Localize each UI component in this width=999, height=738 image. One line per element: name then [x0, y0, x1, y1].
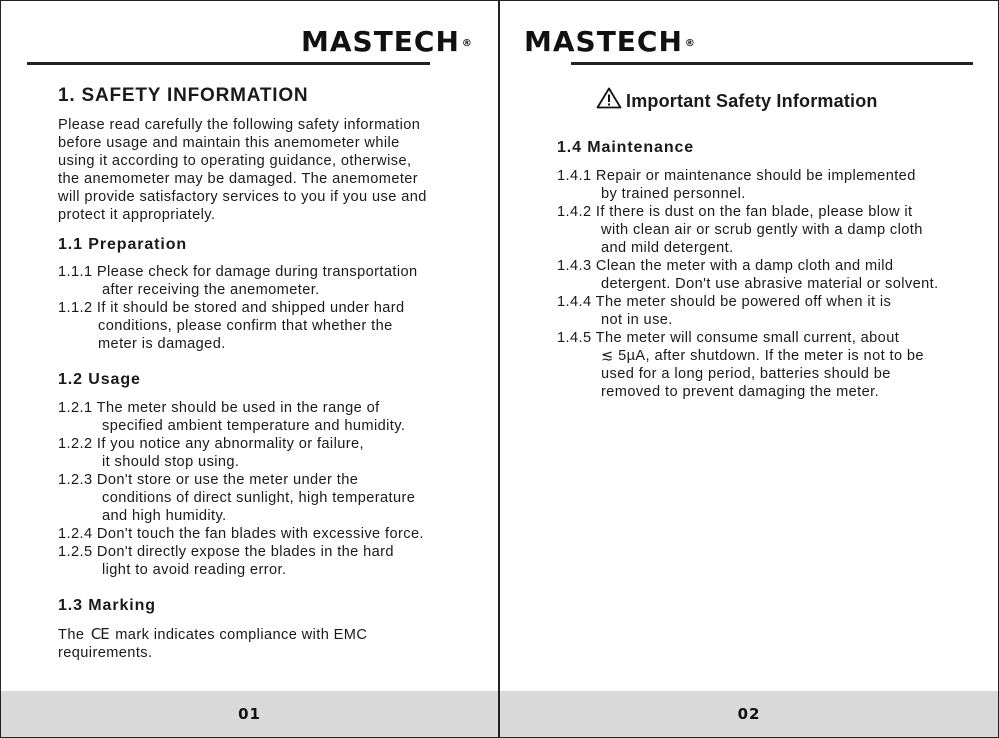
list-item: 1.2.3 Don't store or use the meter under the conditions of direct sunlight, high temperature and high humidity.	[58, 472, 416, 524]
page-footer	[500, 691, 998, 737]
maintenance-list	[557, 167, 997, 401]
intro-paragraph: Please read carefully the following safety information before usage and maintain this anemometer while using it according to operating guidance, otherwise, the anemometer may be damaged. The anemometer will provide satisfactory services to you if you use and protect it appropriately.	[58, 117, 427, 223]
header-rule	[571, 62, 973, 65]
ce-mark-icon: CE	[90, 625, 109, 643]
left-content	[58, 85, 488, 662]
maintenance-heading: 1.4 Maintenance	[557, 139, 695, 156]
preparation-heading: 1.1 Preparation	[58, 236, 188, 253]
list-item: 1.2.5 Don't directly expose the blades in the hard light to avoid reading error.	[58, 544, 394, 578]
section-title: 1. SAFETY INFORMATION	[58, 85, 309, 106]
marking-paragraph: The CE mark indicates compliance with EMC requirements.	[58, 625, 368, 661]
list-item: 1.4.2 If there is dust on the fan blade, please blow it with clean air or scrub gently with a damp cloth and mild detergent.	[557, 204, 923, 256]
page-number: 01	[238, 705, 261, 723]
brand-logo: MASTECH ®	[524, 25, 695, 58]
brand-logo: MASTECH ®	[301, 25, 472, 58]
important-title: Important Safety Information	[596, 87, 878, 112]
list-item: 1.4.4 The meter should be powered off when it is not in use.	[557, 294, 892, 328]
left-page	[0, 0, 499, 738]
list-item: 1.2.4 Don't touch the fan blades with excessive force.	[58, 526, 424, 542]
warning-icon	[596, 87, 622, 109]
list-item: 1.2.2 If you notice any abnormality or failure, it should stop using.	[58, 436, 364, 470]
right-content	[557, 138, 997, 401]
list-item: 1.1.2 If it should be stored and shipped under hard conditions, please confirm that whether the meter is damaged.	[58, 300, 405, 352]
list-item: 1.4.3 Clean the meter with a damp cloth and mild detergent. Don't use abrasive material or solvent.	[557, 258, 939, 292]
page-footer	[1, 691, 498, 737]
list-item: 1.2.1 The meter should be used in the range of specified ambient temperature and humidity.	[58, 400, 406, 434]
header-rule	[27, 62, 430, 65]
preparation-list	[58, 263, 488, 353]
list-item: 1.4.1 Repair or maintenance should be implemented by trained personnel.	[557, 168, 916, 202]
usage-list	[58, 399, 488, 579]
right-page	[499, 0, 999, 738]
marking-heading: 1.3 Marking	[58, 597, 156, 614]
page-number: 02	[737, 705, 761, 723]
list-item: 1.1.1 Please check for damage during transportation after receiving the anemometer.	[58, 264, 418, 298]
usage-heading: 1.2 Usage	[58, 371, 141, 388]
list-item: 1.4.5 The meter will consume small current, about ≲ 5µA, after shutdown. If the meter is not to be used for a long period, batteries should be removed to prevent damaging the meter.	[557, 330, 924, 400]
